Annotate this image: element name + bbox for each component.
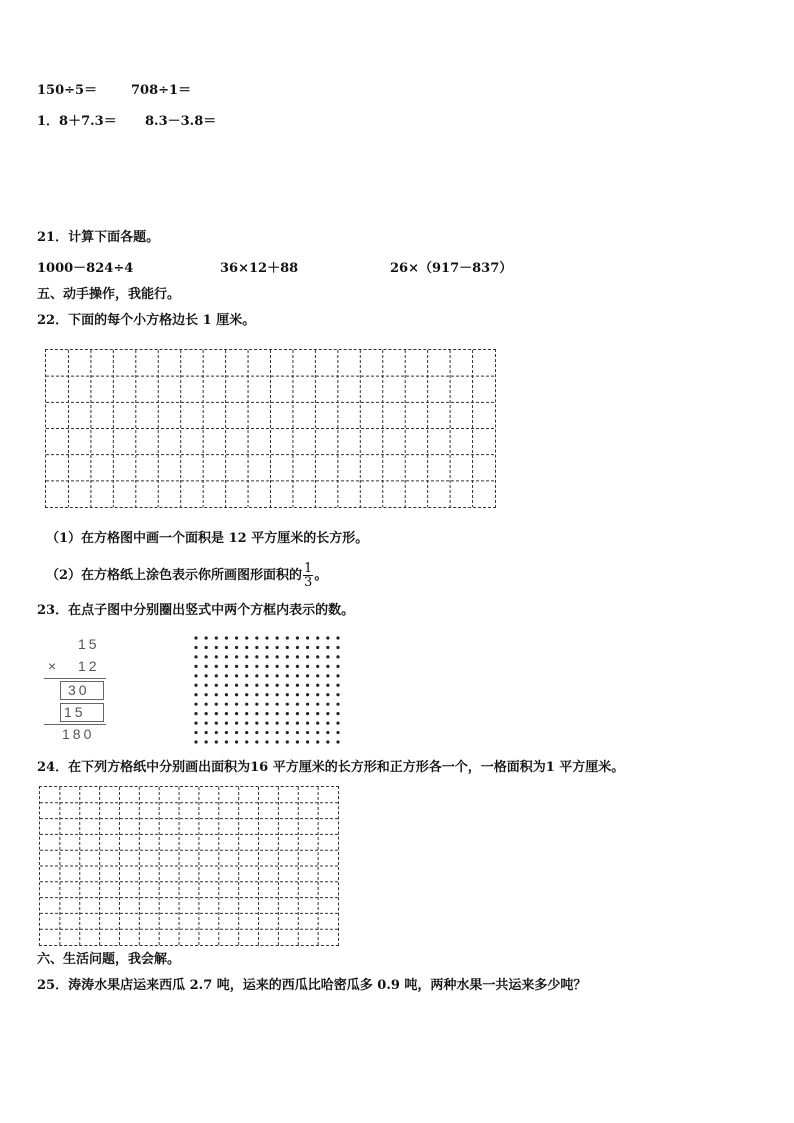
dot bbox=[194, 684, 197, 687]
dot bbox=[326, 674, 329, 677]
q24-square-grid[interactable] bbox=[39, 786, 339, 946]
q23-multiply-sign: × bbox=[48, 658, 60, 674]
dot bbox=[245, 674, 248, 677]
dot bbox=[245, 740, 248, 743]
dot bbox=[255, 646, 258, 649]
dot bbox=[205, 740, 208, 743]
dot bbox=[265, 665, 268, 668]
dot bbox=[276, 684, 279, 687]
dot bbox=[194, 655, 197, 658]
q23-dot-grid[interactable] bbox=[196, 638, 338, 742]
dot bbox=[316, 731, 319, 734]
dot bbox=[215, 684, 218, 687]
dot bbox=[286, 712, 289, 715]
dot bbox=[205, 665, 208, 668]
dot bbox=[306, 665, 309, 668]
dot bbox=[265, 721, 268, 724]
dot bbox=[336, 674, 339, 677]
dot bbox=[326, 636, 329, 639]
dot bbox=[255, 721, 258, 724]
dot bbox=[225, 665, 228, 668]
dot bbox=[336, 646, 339, 649]
dot bbox=[316, 703, 319, 706]
q22-fraction bbox=[303, 562, 313, 589]
dot bbox=[326, 721, 329, 724]
dot bbox=[235, 684, 238, 687]
dot bbox=[225, 684, 228, 687]
dot bbox=[255, 740, 258, 743]
calc-item-2: 708÷1＝ bbox=[131, 83, 192, 98]
dot bbox=[276, 655, 279, 658]
dot bbox=[326, 712, 329, 715]
q21-item-2: 36×12＋88 bbox=[220, 261, 299, 276]
dot bbox=[255, 655, 258, 658]
dot bbox=[326, 646, 329, 649]
dot bbox=[205, 646, 208, 649]
dot bbox=[306, 636, 309, 639]
dot bbox=[205, 712, 208, 715]
dot bbox=[194, 646, 197, 649]
dot bbox=[306, 655, 309, 658]
dot bbox=[235, 721, 238, 724]
dot bbox=[296, 703, 299, 706]
dot bbox=[296, 665, 299, 668]
dot bbox=[255, 693, 258, 696]
dot bbox=[215, 674, 218, 677]
dot bbox=[194, 674, 197, 677]
dot bbox=[255, 636, 258, 639]
q23-title: 23．在点子图中分别圈出竖式中两个方框内表示的数。 bbox=[37, 603, 355, 618]
dot bbox=[205, 655, 208, 658]
dot bbox=[235, 646, 238, 649]
dot bbox=[215, 712, 218, 715]
dot bbox=[205, 636, 208, 639]
dot bbox=[276, 731, 279, 734]
dot bbox=[235, 703, 238, 706]
dot bbox=[255, 665, 258, 668]
dot bbox=[306, 721, 309, 724]
dot bbox=[245, 693, 248, 696]
dot bbox=[276, 674, 279, 677]
dot bbox=[265, 731, 268, 734]
dot bbox=[336, 712, 339, 715]
dot bbox=[205, 684, 208, 687]
dot bbox=[286, 674, 289, 677]
dot bbox=[276, 693, 279, 696]
dot bbox=[306, 731, 309, 734]
q23-partial-1: 30 bbox=[68, 682, 90, 698]
q22-fraction-denominator: 3 bbox=[304, 575, 313, 590]
dot bbox=[296, 655, 299, 658]
dot bbox=[276, 703, 279, 706]
dot bbox=[316, 721, 319, 724]
q21-item-1: 1000－824÷4 bbox=[37, 261, 134, 276]
dot bbox=[225, 693, 228, 696]
dot bbox=[225, 703, 228, 706]
dot bbox=[306, 703, 309, 706]
q21-item-3: 26×（917－837） bbox=[390, 261, 513, 276]
grid-lines bbox=[46, 350, 495, 507]
dot bbox=[245, 731, 248, 734]
dot bbox=[255, 674, 258, 677]
dot bbox=[225, 740, 228, 743]
dot bbox=[235, 665, 238, 668]
dot bbox=[225, 712, 228, 715]
dot bbox=[296, 684, 299, 687]
dot bbox=[316, 684, 319, 687]
dot bbox=[276, 646, 279, 649]
dot bbox=[255, 731, 258, 734]
q22-part-2 bbox=[46, 562, 327, 589]
dot bbox=[286, 684, 289, 687]
dot bbox=[265, 655, 268, 658]
dot bbox=[296, 712, 299, 715]
dot bbox=[276, 665, 279, 668]
dot bbox=[336, 684, 339, 687]
dot bbox=[255, 684, 258, 687]
dot bbox=[215, 703, 218, 706]
dot bbox=[326, 731, 329, 734]
dot bbox=[316, 646, 319, 649]
dot bbox=[245, 684, 248, 687]
dot bbox=[296, 693, 299, 696]
dot bbox=[306, 684, 309, 687]
dot bbox=[286, 721, 289, 724]
dot bbox=[296, 721, 299, 724]
dot bbox=[316, 693, 319, 696]
q23-multiplier: 12 bbox=[78, 658, 100, 674]
dot bbox=[316, 655, 319, 658]
dot bbox=[276, 636, 279, 639]
dot bbox=[316, 740, 319, 743]
dot bbox=[336, 693, 339, 696]
dot bbox=[235, 674, 238, 677]
dot bbox=[194, 693, 197, 696]
dot bbox=[194, 636, 197, 639]
q23-vertical-multiplication bbox=[40, 636, 110, 746]
q22-title: 22．下面的每个小方格边长 1 厘米。 bbox=[37, 313, 256, 328]
q23-result: 180 bbox=[62, 726, 95, 742]
dot bbox=[235, 636, 238, 639]
dot bbox=[215, 665, 218, 668]
dot bbox=[255, 712, 258, 715]
dot bbox=[265, 740, 268, 743]
dot bbox=[245, 655, 248, 658]
dot bbox=[245, 703, 248, 706]
dot bbox=[336, 665, 339, 668]
dot bbox=[215, 740, 218, 743]
dot bbox=[326, 703, 329, 706]
dot bbox=[306, 674, 309, 677]
dot bbox=[215, 693, 218, 696]
dot bbox=[245, 636, 248, 639]
q22-square-grid[interactable] bbox=[45, 349, 496, 508]
calc-item-3: 1．8＋7.3＝ bbox=[37, 114, 117, 129]
dot bbox=[245, 712, 248, 715]
dot bbox=[336, 655, 339, 658]
dot bbox=[245, 665, 248, 668]
dot bbox=[316, 665, 319, 668]
q24-title: 24．在下列方格纸中分别画出面积为16 平方厘米的长方形和正方形各一个，一格面积为1 平方厘米。 bbox=[37, 760, 625, 775]
dot bbox=[265, 693, 268, 696]
dot bbox=[235, 731, 238, 734]
dot bbox=[265, 684, 268, 687]
dot bbox=[225, 674, 228, 677]
dot bbox=[306, 693, 309, 696]
dot bbox=[215, 655, 218, 658]
dot bbox=[326, 655, 329, 658]
dot bbox=[225, 646, 228, 649]
dot bbox=[306, 712, 309, 715]
section-6-heading: 六、生活问题，我会解。 bbox=[37, 952, 181, 967]
dot bbox=[306, 646, 309, 649]
dot bbox=[326, 665, 329, 668]
dot bbox=[245, 721, 248, 724]
dot bbox=[194, 665, 197, 668]
grid-lines bbox=[40, 787, 338, 945]
dot bbox=[205, 721, 208, 724]
dot bbox=[296, 636, 299, 639]
dot bbox=[205, 674, 208, 677]
dot bbox=[316, 636, 319, 639]
q22-fraction-numerator: 1 bbox=[304, 561, 313, 576]
dot bbox=[286, 731, 289, 734]
dot bbox=[225, 636, 228, 639]
dot bbox=[336, 636, 339, 639]
dot bbox=[255, 703, 258, 706]
dot bbox=[286, 693, 289, 696]
dot bbox=[286, 646, 289, 649]
dot bbox=[316, 674, 319, 677]
q22-part-2-text: （2）在方格纸上涂色表示你所画图形面积的 bbox=[46, 568, 303, 583]
dot bbox=[326, 740, 329, 743]
dot bbox=[245, 646, 248, 649]
dot bbox=[265, 636, 268, 639]
q22-part-1: （1）在方格图中画一个面积是 12 平方厘米的长方形。 bbox=[46, 531, 369, 546]
dot bbox=[296, 740, 299, 743]
dot bbox=[276, 740, 279, 743]
dot bbox=[306, 740, 309, 743]
dot bbox=[265, 703, 268, 706]
dot bbox=[194, 721, 197, 724]
dot bbox=[235, 712, 238, 715]
dot bbox=[215, 731, 218, 734]
dot bbox=[296, 674, 299, 677]
dot bbox=[336, 703, 339, 706]
q21-title: 21．计算下面各题。 bbox=[37, 230, 160, 245]
dot bbox=[276, 712, 279, 715]
calc-item-4: 8.3－3.8＝ bbox=[145, 114, 217, 129]
section-5-heading: 五、动手操作，我能行。 bbox=[37, 287, 181, 302]
dot bbox=[265, 712, 268, 715]
dot bbox=[215, 721, 218, 724]
dot bbox=[336, 731, 339, 734]
dot bbox=[336, 740, 339, 743]
q23-rule-1 bbox=[44, 678, 106, 679]
dot bbox=[286, 655, 289, 658]
dot bbox=[194, 740, 197, 743]
dot bbox=[194, 703, 197, 706]
dot bbox=[296, 646, 299, 649]
q23-rule-2 bbox=[44, 724, 106, 725]
dot bbox=[265, 674, 268, 677]
dot bbox=[336, 721, 339, 724]
dot bbox=[215, 646, 218, 649]
dot bbox=[205, 693, 208, 696]
dot bbox=[194, 731, 197, 734]
dot bbox=[286, 636, 289, 639]
dot bbox=[194, 712, 197, 715]
dot bbox=[296, 731, 299, 734]
dot bbox=[225, 731, 228, 734]
dot bbox=[205, 731, 208, 734]
dot bbox=[326, 693, 329, 696]
dot bbox=[235, 740, 238, 743]
calc-item-1: 150÷5＝ bbox=[37, 83, 98, 98]
q23-multiplicand: 15 bbox=[78, 636, 100, 652]
dot bbox=[225, 655, 228, 658]
dot bbox=[235, 655, 238, 658]
q23-partial-2: 15 bbox=[64, 704, 86, 720]
dot bbox=[235, 693, 238, 696]
dot bbox=[215, 636, 218, 639]
dot bbox=[326, 684, 329, 687]
q25-title: 25．涛涛水果店运来西瓜 2.7 吨，运来的西瓜比哈密瓜多 0.9 吨，两种水果一共运来多少吨？ bbox=[37, 978, 587, 993]
dot bbox=[225, 721, 228, 724]
dot bbox=[276, 721, 279, 724]
dot bbox=[205, 703, 208, 706]
q22-part-2-end: 。 bbox=[314, 568, 328, 583]
dot bbox=[316, 712, 319, 715]
dot bbox=[286, 665, 289, 668]
dot bbox=[286, 740, 289, 743]
dot bbox=[286, 703, 289, 706]
dot bbox=[265, 646, 268, 649]
